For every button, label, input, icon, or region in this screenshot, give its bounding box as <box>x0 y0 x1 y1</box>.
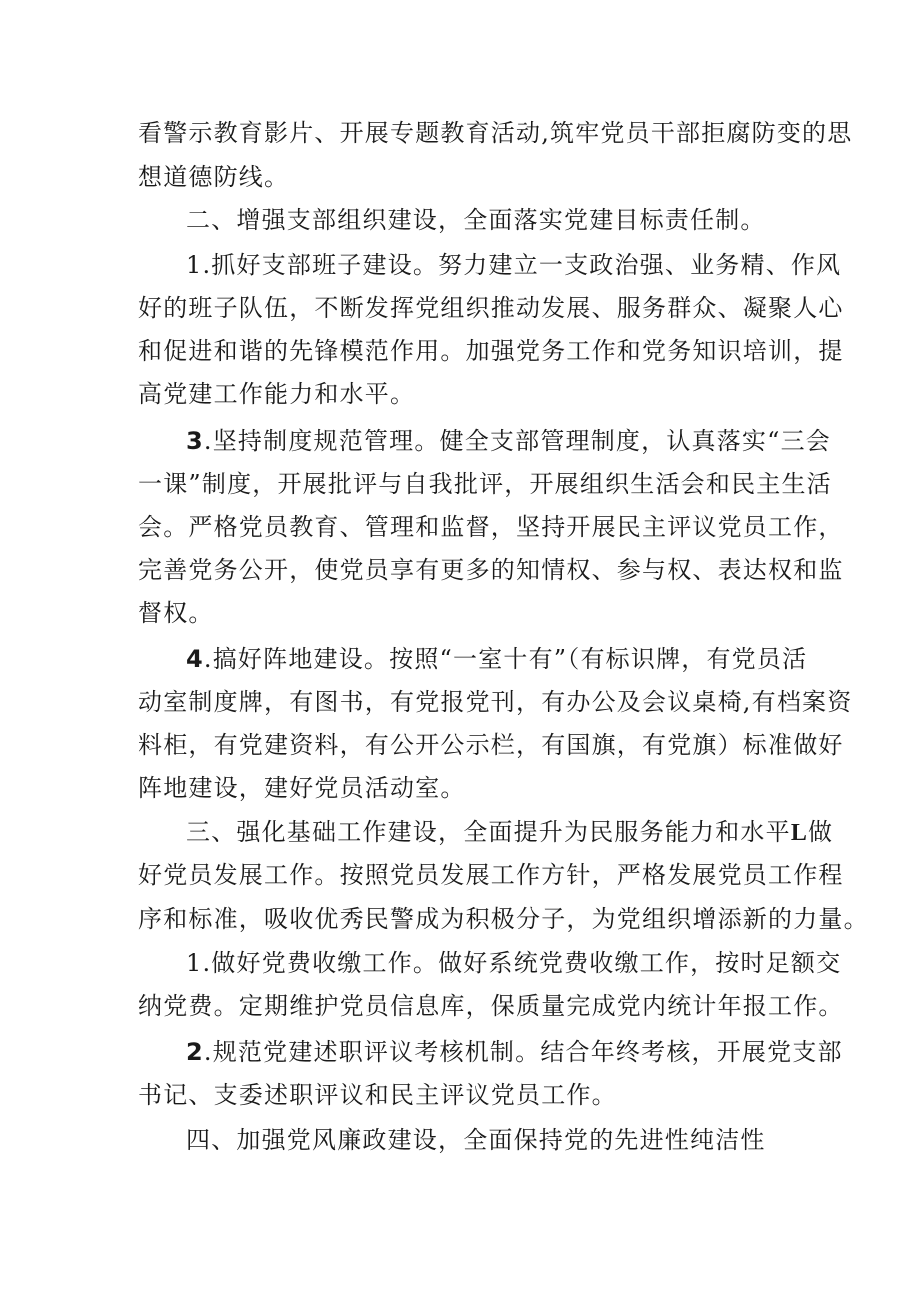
bold-letter: L <box>790 820 809 846</box>
paragraph-line: 会。严格党员教育、管理和监督，坚持开展民主评议党员工作， <box>138 513 844 541</box>
paragraph-line: 好的班子队伍，不断发挥党组织推动发展、服务群众、凝聚人心 <box>138 294 844 322</box>
paragraph-line: 纳党费。定期维护党员信息库，保质量完成党内统计年报工作。 <box>138 992 844 1020</box>
paragraph-line: 看警示教育影片、开展专题教育活动,筑牢党员干部拒腐防变的思 <box>138 119 853 147</box>
paragraph-line: 督权。 <box>138 599 214 627</box>
section-heading-4: 四、加强党风廉政建设，全面保持党的先进性纯洁性 <box>186 1126 766 1154</box>
paragraph-text: .搞好阵地建设。按照“一室十有”（有标识牌，有党员活 <box>203 645 808 673</box>
item-number: 3 <box>186 427 204 455</box>
paragraph-line: 完善党务公开，使党员享有更多的知情权、参与权、表达权和监 <box>138 556 844 584</box>
section-heading-3 <box>186 816 833 849</box>
paragraph-text: .规范党建述职评议考核机制。结合年终考核，开展党支部 <box>203 1038 843 1066</box>
paragraph-line: 书记、支委述职评议和民主评议党员工作。 <box>138 1081 617 1109</box>
item-number: 2 <box>186 1038 204 1066</box>
paragraph-text: 三、强化基础工作建设，全面提升为民服务能力和水平 <box>186 818 791 846</box>
paragraph-line: 阵地建设，建好党员活动室。 <box>138 774 466 802</box>
paragraph-line: 和促进和谐的先锋模范作用。加强党务工作和党务知识培训，提 <box>138 337 844 365</box>
paragraph-line: 高党建工作能力和水平。 <box>138 380 416 408</box>
item-number: 4 <box>186 645 204 673</box>
section-heading-2: 二、增强支部组织建设，全面落实党建目标责任制。 <box>186 206 766 234</box>
paragraph-text: .坚持制度规范管理。健全支部管理制度，认真落实“三会 <box>203 427 832 455</box>
paragraph-line <box>186 1036 843 1068</box>
paragraph-line: 料柜，有党建资料，有公开公示栏，有国旗，有党旗）标准做好 <box>138 731 844 759</box>
paragraph-line: 动室制度牌，有图书，有党报党刊，有办公及会议桌椅,有档案资 <box>138 688 853 716</box>
paragraph-line: 想道德防线。 <box>138 163 290 191</box>
paragraph-line: 好党员发展工作。按照党员发展工作方针，严格发展党员工作程 <box>138 861 844 889</box>
paragraph-text: 做 <box>808 818 834 846</box>
paragraph-line: 1.做好党费收缴工作。做好系统党费收缴工作，按时足额交 <box>186 949 842 977</box>
paragraph-line <box>186 425 831 457</box>
paragraph-line: 序和标准，吸收优秀民警成为积极分子，为党组织增添新的力量。 <box>138 905 869 933</box>
paragraph-line: 一课”制度，开展批评与自我批评，开展组织生活会和民主生活 <box>138 470 832 498</box>
paragraph-line: 1.抓好支部班子建设。努力建立一支政治强、业务精、作风 <box>186 251 842 279</box>
paragraph-line <box>186 643 807 675</box>
